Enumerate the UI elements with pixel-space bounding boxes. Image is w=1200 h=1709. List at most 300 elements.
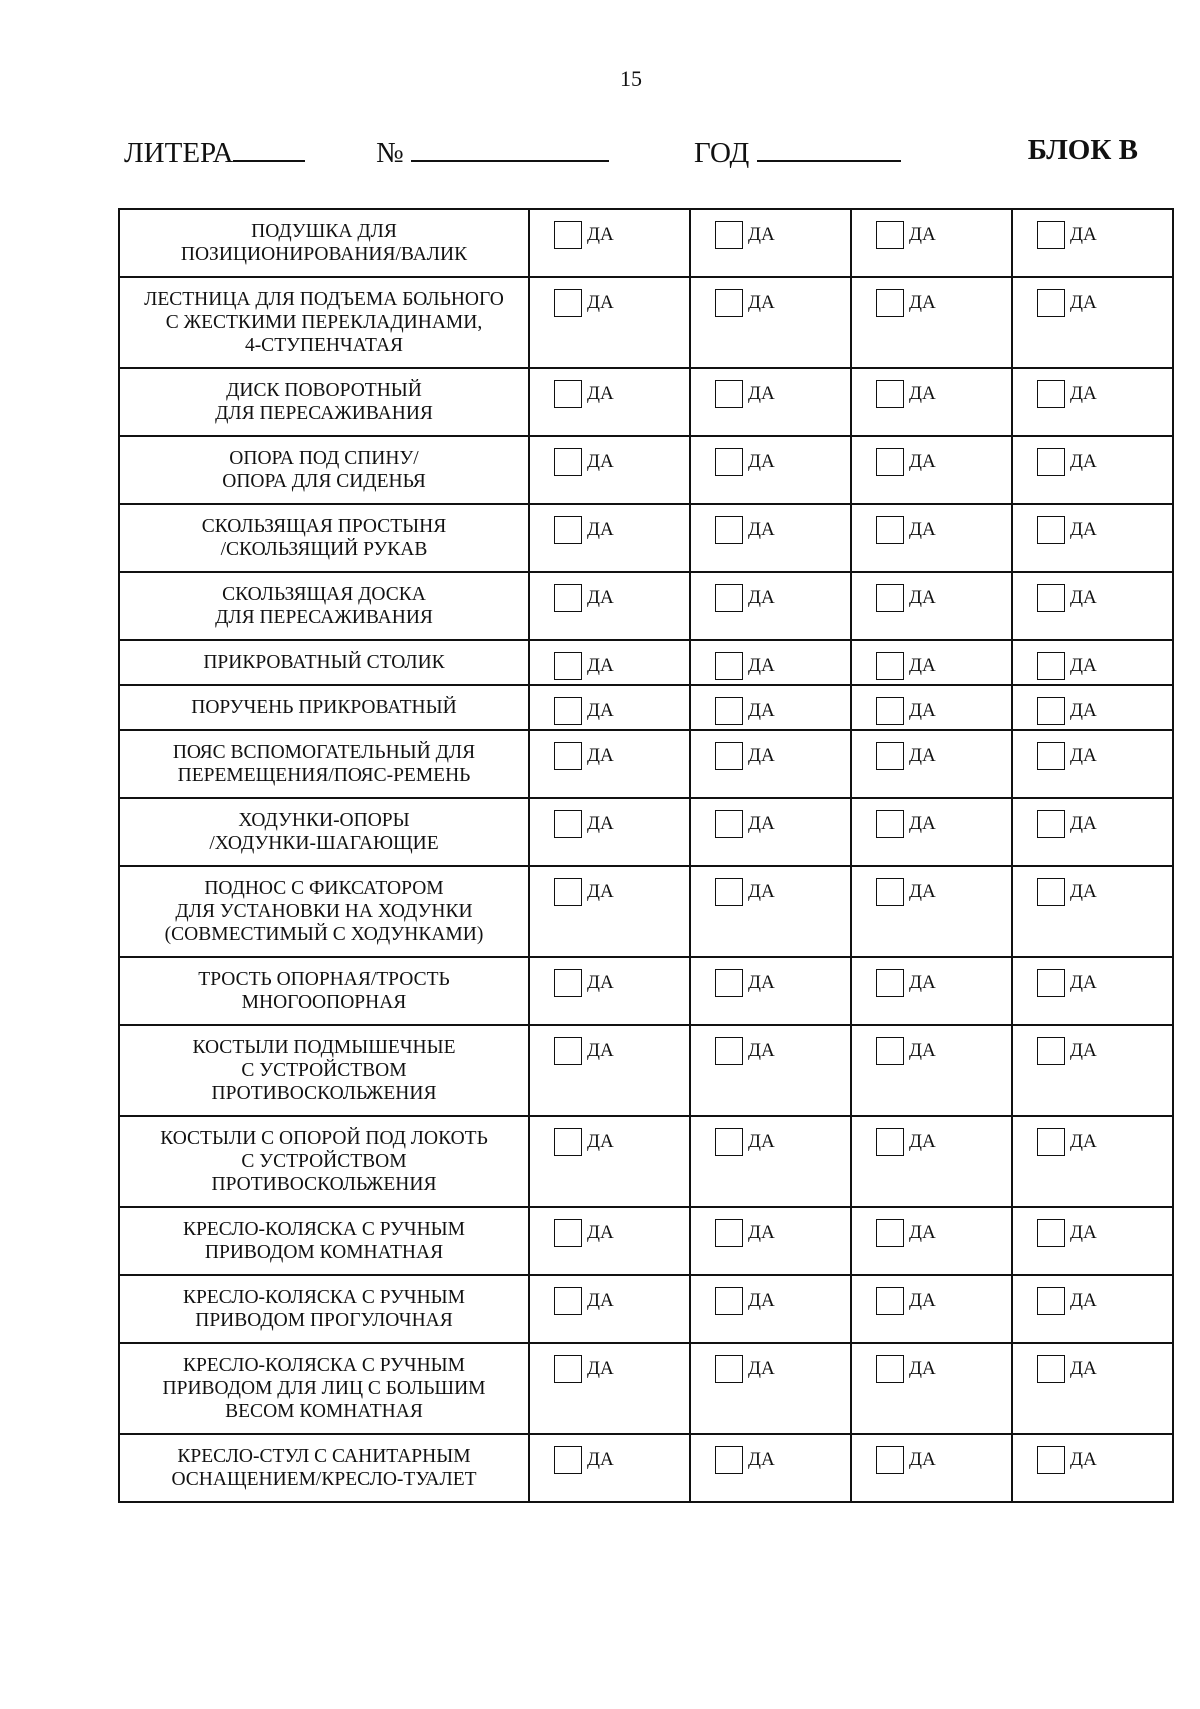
number-blank[interactable] <box>411 134 609 162</box>
yes-checkbox[interactable] <box>715 1037 743 1065</box>
check-option <box>1013 1026 1172 1065</box>
item-name-line: ДИСК ПОВОРОТНЫЙ <box>226 380 422 401</box>
item-name-line: ХОДУНКИ-ОПОРЫ <box>238 810 410 831</box>
check-option <box>1013 210 1172 249</box>
yes-label: ДА <box>1070 1040 1097 1061</box>
item-name-cell <box>119 1343 529 1434</box>
check-cell <box>690 1275 851 1343</box>
check-option <box>530 799 689 838</box>
yes-label: ДА <box>1070 700 1097 721</box>
item-name-line: ДЛЯ ПЕРЕСАЖИВАНИЯ <box>215 403 433 424</box>
check-option <box>1013 799 1172 838</box>
litera-field <box>124 134 305 170</box>
yes-checkbox[interactable] <box>554 1037 582 1065</box>
yes-checkbox[interactable] <box>554 742 582 770</box>
check-cell <box>851 368 1012 436</box>
table-row <box>119 1343 1173 1434</box>
yes-checkbox[interactable] <box>1037 1355 1065 1383</box>
table-row <box>119 1025 1173 1116</box>
yes-label: ДА <box>748 1358 775 1379</box>
number-field <box>376 134 609 170</box>
yes-label: ДА <box>748 1290 775 1311</box>
yes-label: ДА <box>587 1040 614 1061</box>
item-name-cell <box>119 798 529 866</box>
yes-checkbox[interactable] <box>715 448 743 476</box>
yes-label: ДА <box>1070 972 1097 993</box>
check-option <box>1013 437 1172 476</box>
yes-label: ДА <box>748 1449 775 1470</box>
yes-label: ДА <box>909 292 936 313</box>
table-row <box>119 685 1173 730</box>
item-name-line: МНОГООПОРНАЯ <box>241 992 407 1013</box>
check-cell <box>529 504 690 572</box>
yes-label: ДА <box>909 813 936 834</box>
check-cell <box>690 1434 851 1502</box>
item-name-line: КРЕСЛО-КОЛЯСКА С РУЧНЫМ <box>182 1219 466 1240</box>
yes-label: ДА <box>1070 745 1097 766</box>
check-cell <box>1012 572 1173 640</box>
yes-checkbox[interactable] <box>1037 810 1065 838</box>
check-cell <box>851 1025 1012 1116</box>
yes-label: ДА <box>909 881 936 902</box>
table-row <box>119 1434 1173 1502</box>
yes-checkbox[interactable] <box>715 652 743 680</box>
check-cell <box>529 730 690 798</box>
check-option <box>530 573 689 612</box>
check-option <box>852 1208 1011 1247</box>
item-name-cell <box>119 277 529 368</box>
item-name-cell <box>119 1207 529 1275</box>
check-option <box>1013 505 1172 544</box>
yes-label: ДА <box>909 224 936 245</box>
check-option <box>1013 641 1172 680</box>
yes-label: ДА <box>1070 1131 1097 1152</box>
form-header <box>124 134 1138 174</box>
check-cell <box>690 685 851 730</box>
yes-checkbox[interactable] <box>876 810 904 838</box>
item-name-cell <box>119 730 529 798</box>
yes-label: ДА <box>1070 587 1097 608</box>
year-field <box>694 134 901 170</box>
item-name-line: С УСТРОЙСТВОМ <box>241 1151 407 1172</box>
yes-label: ДА <box>1070 224 1097 245</box>
item-name-line: СКОЛЬЗЯЩАЯ ДОСКА <box>222 584 426 605</box>
yes-label: ДА <box>748 813 775 834</box>
yes-label: ДА <box>587 881 614 902</box>
item-name-line: ПОДУШКА ДЛЯ <box>251 221 397 242</box>
item-name-cell <box>119 1116 529 1207</box>
item-name-line: КРЕСЛО-КОЛЯСКА С РУЧНЫМ <box>182 1287 466 1308</box>
check-cell <box>690 1207 851 1275</box>
yes-checkbox[interactable] <box>715 742 743 770</box>
yes-label: ДА <box>1070 383 1097 404</box>
check-option <box>852 1344 1011 1383</box>
item-name-cell <box>119 209 529 277</box>
yes-label: ДА <box>587 655 614 676</box>
item-name-cell <box>119 1275 529 1343</box>
yes-label: ДА <box>587 587 614 608</box>
yes-checkbox[interactable] <box>715 1287 743 1315</box>
item-name-line: ОПОРА ДЛЯ СИДЕНЬЯ <box>222 471 426 492</box>
check-cell <box>529 436 690 504</box>
yes-checkbox[interactable] <box>554 1128 582 1156</box>
item-name-line: 4-СТУПЕНЧАТАЯ <box>244 335 404 356</box>
check-cell <box>1012 685 1173 730</box>
check-cell <box>529 1207 690 1275</box>
item-name-line: КОСТЫЛИ ПОДМЫШЕЧНЫЕ <box>192 1037 456 1058</box>
yes-checkbox[interactable] <box>876 1037 904 1065</box>
yes-checkbox[interactable] <box>876 878 904 906</box>
yes-checkbox[interactable] <box>554 810 582 838</box>
yes-checkbox[interactable] <box>876 652 904 680</box>
yes-checkbox[interactable] <box>1037 221 1065 249</box>
yes-label: ДА <box>1070 292 1097 313</box>
check-cell <box>690 798 851 866</box>
check-option <box>691 1344 850 1383</box>
yes-checkbox[interactable] <box>1037 516 1065 544</box>
item-name-cell <box>119 866 529 957</box>
yes-label: ДА <box>909 519 936 540</box>
yes-label: ДА <box>587 813 614 834</box>
yes-checkbox[interactable] <box>876 1287 904 1315</box>
check-cell <box>851 572 1012 640</box>
check-cell <box>1012 1025 1173 1116</box>
table-row <box>119 504 1173 572</box>
yes-label: ДА <box>748 881 775 902</box>
item-name-cell <box>119 1025 529 1116</box>
yes-checkbox[interactable] <box>876 697 904 725</box>
yes-label: ДА <box>587 224 614 245</box>
check-cell <box>851 798 1012 866</box>
yes-label: ДА <box>909 745 936 766</box>
table-row <box>119 436 1173 504</box>
item-name-cell <box>119 504 529 572</box>
check-option <box>1013 573 1172 612</box>
yes-checkbox[interactable] <box>1037 380 1065 408</box>
yes-checkbox[interactable] <box>715 878 743 906</box>
check-option <box>852 867 1011 906</box>
litera-blank[interactable] <box>233 134 305 162</box>
yes-checkbox[interactable] <box>1037 969 1065 997</box>
yes-label: ДА <box>1070 1290 1097 1311</box>
check-cell <box>529 277 690 368</box>
check-option <box>530 958 689 997</box>
check-option <box>852 641 1011 680</box>
yes-checkbox[interactable] <box>1037 1446 1065 1474</box>
yes-label: ДА <box>909 1358 936 1379</box>
item-name-cell <box>119 640 529 685</box>
yes-checkbox[interactable] <box>715 969 743 997</box>
check-cell <box>1012 1343 1173 1434</box>
equipment-table-body <box>119 209 1173 1502</box>
table-row <box>119 1275 1173 1343</box>
yes-checkbox[interactable] <box>554 584 582 612</box>
yes-checkbox[interactable] <box>554 969 582 997</box>
check-option <box>1013 369 1172 408</box>
table-row <box>119 798 1173 866</box>
yes-label: ДА <box>587 383 614 404</box>
check-cell <box>690 436 851 504</box>
yes-label: ДА <box>587 1449 614 1470</box>
yes-checkbox[interactable] <box>554 380 582 408</box>
check-cell <box>851 504 1012 572</box>
equipment-table <box>118 208 1174 1503</box>
yes-checkbox[interactable] <box>1037 1128 1065 1156</box>
litera-label: ЛИТЕРА <box>124 137 234 169</box>
check-cell <box>1012 436 1173 504</box>
yes-label: ДА <box>587 292 614 313</box>
check-option <box>852 369 1011 408</box>
check-option <box>691 210 850 249</box>
yes-label: ДА <box>587 1358 614 1379</box>
yes-label: ДА <box>909 1040 936 1061</box>
item-name-line: ПЕРЕМЕЩЕНИЯ/ПОЯС-РЕМЕНЬ <box>177 765 471 786</box>
yes-label: ДА <box>587 1290 614 1311</box>
yes-label: ДА <box>748 972 775 993</box>
table-row <box>119 209 1173 277</box>
check-cell <box>690 1343 851 1434</box>
check-cell <box>690 209 851 277</box>
check-cell <box>1012 277 1173 368</box>
item-name-line: КРЕСЛО-СТУЛ С САНИТАРНЫМ <box>177 1446 471 1467</box>
yes-label: ДА <box>587 451 614 472</box>
check-option <box>530 1117 689 1156</box>
table-row <box>119 368 1173 436</box>
check-cell <box>851 277 1012 368</box>
yes-checkbox[interactable] <box>876 584 904 612</box>
check-option <box>691 799 850 838</box>
item-name-line: ВЕСОМ КОМНАТНАЯ <box>225 1401 423 1422</box>
yes-label: ДА <box>909 700 936 721</box>
check-option <box>530 1208 689 1247</box>
year-blank[interactable] <box>757 134 901 162</box>
table-row <box>119 1207 1173 1275</box>
yes-checkbox[interactable] <box>715 289 743 317</box>
item-name-line: ПРИВОДОМ ДЛЯ ЛИЦ С БОЛЬШИМ <box>162 1378 486 1399</box>
item-name-line: ОСНАЩЕНИЕМ/КРЕСЛО-ТУАЛЕТ <box>171 1469 477 1490</box>
check-option <box>530 210 689 249</box>
check-cell <box>529 1116 690 1207</box>
check-option <box>530 369 689 408</box>
check-cell <box>1012 504 1173 572</box>
yes-label: ДА <box>909 587 936 608</box>
yes-label: ДА <box>748 451 775 472</box>
yes-checkbox[interactable] <box>876 380 904 408</box>
check-option <box>852 799 1011 838</box>
yes-checkbox[interactable] <box>554 448 582 476</box>
yes-checkbox[interactable] <box>715 380 743 408</box>
yes-checkbox[interactable] <box>876 1128 904 1156</box>
yes-checkbox[interactable] <box>876 448 904 476</box>
table-row <box>119 957 1173 1025</box>
check-option <box>691 505 850 544</box>
yes-checkbox[interactable] <box>554 221 582 249</box>
check-cell <box>690 572 851 640</box>
yes-checkbox[interactable] <box>715 810 743 838</box>
check-option <box>691 1435 850 1474</box>
yes-label: ДА <box>1070 1449 1097 1470</box>
check-option <box>852 731 1011 770</box>
check-option <box>530 731 689 770</box>
year-label: ГОД <box>694 137 750 169</box>
check-cell <box>851 685 1012 730</box>
check-option <box>530 505 689 544</box>
check-cell <box>690 277 851 368</box>
check-option <box>852 437 1011 476</box>
check-option <box>1013 686 1172 725</box>
check-option <box>852 1117 1011 1156</box>
yes-checkbox[interactable] <box>554 697 582 725</box>
item-name-line: ПОДНОС С ФИКСАТОРОМ <box>204 878 444 899</box>
check-cell <box>690 504 851 572</box>
check-option <box>852 686 1011 725</box>
yes-checkbox[interactable] <box>715 516 743 544</box>
page-number: 15 <box>620 66 642 91</box>
check-option <box>691 1276 850 1315</box>
check-option <box>691 437 850 476</box>
yes-checkbox[interactable] <box>876 742 904 770</box>
yes-checkbox[interactable] <box>1037 289 1065 317</box>
check-option <box>691 278 850 317</box>
number-label: № <box>376 137 404 169</box>
check-cell <box>1012 368 1173 436</box>
check-option <box>691 958 850 997</box>
yes-label: ДА <box>909 1222 936 1243</box>
check-option <box>1013 731 1172 770</box>
yes-checkbox[interactable] <box>554 878 582 906</box>
check-option <box>530 278 689 317</box>
check-cell <box>1012 1207 1173 1275</box>
check-cell <box>851 866 1012 957</box>
yes-checkbox[interactable] <box>876 289 904 317</box>
yes-label: ДА <box>587 1222 614 1243</box>
yes-checkbox[interactable] <box>715 1355 743 1383</box>
check-option <box>691 1026 850 1065</box>
yes-checkbox[interactable] <box>876 1355 904 1383</box>
yes-checkbox[interactable] <box>1037 1287 1065 1315</box>
item-name-line: ТРОСТЬ ОПОРНАЯ/ТРОСТЬ <box>198 969 450 990</box>
check-option <box>1013 1344 1172 1383</box>
yes-checkbox[interactable] <box>1037 742 1065 770</box>
item-name-line: ПРИВОДОМ ПРОГУЛОЧНАЯ <box>195 1310 453 1331</box>
item-name-line: ПОЯС ВСПОМОГАТЕЛЬНЫЙ ДЛЯ <box>172 742 476 763</box>
item-name-line: /СКОЛЬЗЯЩИЙ РУКАВ <box>220 539 428 560</box>
check-cell <box>529 1434 690 1502</box>
check-cell <box>690 1025 851 1116</box>
check-option <box>691 1208 850 1247</box>
check-cell <box>690 957 851 1025</box>
item-name-line: ПРИВОДОМ КОМНАТНАЯ <box>204 1242 444 1263</box>
yes-checkbox[interactable] <box>876 1446 904 1474</box>
yes-checkbox[interactable] <box>554 1287 582 1315</box>
check-cell <box>851 957 1012 1025</box>
item-name-line: С ЖЕСТКИМИ ПЕРЕКЛАДИНАМИ, <box>165 312 483 333</box>
yes-checkbox[interactable] <box>554 1355 582 1383</box>
check-option <box>1013 1117 1172 1156</box>
check-cell <box>1012 1434 1173 1502</box>
item-name-line: ПОРУЧЕНЬ ПРИКРОВАТНЫЙ <box>191 697 457 718</box>
yes-label: ДА <box>1070 881 1097 902</box>
yes-label: ДА <box>748 1222 775 1243</box>
yes-checkbox[interactable] <box>876 969 904 997</box>
check-cell <box>529 368 690 436</box>
yes-checkbox[interactable] <box>1037 1037 1065 1065</box>
yes-checkbox[interactable] <box>876 516 904 544</box>
item-name-line: ЛЕСТНИЦА ДЛЯ ПОДЪЕМА БОЛЬНОГО <box>144 289 504 310</box>
yes-checkbox[interactable] <box>715 221 743 249</box>
yes-checkbox[interactable] <box>715 584 743 612</box>
check-option <box>530 1026 689 1065</box>
yes-checkbox[interactable] <box>1037 448 1065 476</box>
yes-checkbox[interactable] <box>554 652 582 680</box>
check-option <box>530 437 689 476</box>
item-name-line: ДЛЯ УСТАНОВКИ НА ХОДУНКИ <box>175 901 473 922</box>
check-option <box>1013 1208 1172 1247</box>
yes-checkbox[interactable] <box>715 697 743 725</box>
yes-checkbox[interactable] <box>1037 1219 1065 1247</box>
yes-label: ДА <box>748 1131 775 1152</box>
table-row <box>119 866 1173 957</box>
yes-checkbox[interactable] <box>876 221 904 249</box>
table-row <box>119 730 1173 798</box>
yes-label: ДА <box>748 745 775 766</box>
yes-checkbox[interactable] <box>1037 652 1065 680</box>
item-name-line: ПРОТИВОСКОЛЬЖЕНИЯ <box>211 1174 437 1195</box>
yes-label: ДА <box>748 587 775 608</box>
item-name-line: ПОЗИЦИОНИРОВАНИЯ/ВАЛИК <box>180 244 468 265</box>
check-cell <box>851 1275 1012 1343</box>
check-option <box>691 369 850 408</box>
yes-checkbox[interactable] <box>554 516 582 544</box>
yes-checkbox[interactable] <box>1037 878 1065 906</box>
check-option <box>1013 278 1172 317</box>
yes-checkbox[interactable] <box>554 289 582 317</box>
yes-label: ДА <box>587 1131 614 1152</box>
block-label: БЛОК В <box>1027 134 1138 166</box>
yes-checkbox[interactable] <box>554 1446 582 1474</box>
yes-checkbox[interactable] <box>715 1219 743 1247</box>
item-name-line: /ХОДУНКИ-ШАГАЮЩИЕ <box>209 833 439 854</box>
yes-checkbox[interactable] <box>1037 697 1065 725</box>
yes-label: ДА <box>587 519 614 540</box>
check-option <box>530 1435 689 1474</box>
check-cell <box>851 1343 1012 1434</box>
yes-label: ДА <box>1070 1358 1097 1379</box>
yes-label: ДА <box>909 1290 936 1311</box>
yes-label: ДА <box>909 972 936 993</box>
item-name-line: КОСТЫЛИ С ОПОРОЙ ПОД ЛОКОТЬ <box>160 1128 488 1149</box>
yes-label: ДА <box>1070 813 1097 834</box>
yes-label: ДА <box>748 292 775 313</box>
yes-checkbox[interactable] <box>876 1219 904 1247</box>
yes-checkbox[interactable] <box>554 1219 582 1247</box>
yes-label: ДА <box>909 383 936 404</box>
yes-label: ДА <box>748 1040 775 1061</box>
check-cell <box>690 730 851 798</box>
yes-checkbox[interactable] <box>715 1128 743 1156</box>
item-name-line: СКОЛЬЗЯЩАЯ ПРОСТЫНЯ <box>201 516 447 537</box>
yes-checkbox[interactable] <box>1037 584 1065 612</box>
yes-label: ДА <box>1070 519 1097 540</box>
check-cell <box>1012 730 1173 798</box>
check-cell <box>851 1207 1012 1275</box>
check-option <box>530 641 689 680</box>
yes-label: ДА <box>587 972 614 993</box>
check-cell <box>1012 957 1173 1025</box>
yes-checkbox[interactable] <box>715 1446 743 1474</box>
table-row <box>119 572 1173 640</box>
yes-label: ДА <box>748 383 775 404</box>
